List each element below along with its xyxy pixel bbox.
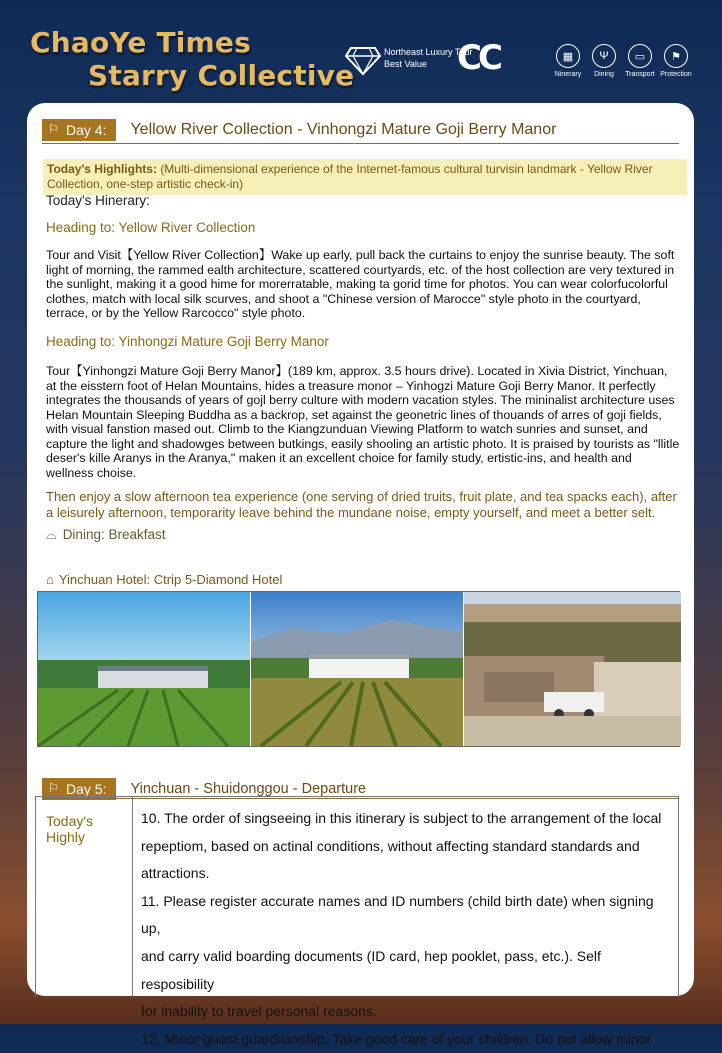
hotel-row [46, 572, 282, 587]
photo-manor-fields [251, 592, 464, 746]
protection-item [662, 44, 690, 78]
photo-rammed-earth-courtyard [464, 592, 681, 746]
notice-line: 10. The order of singseeing in this itinerary is subject to the arrangement of the local [141, 810, 662, 826]
day4-divider [42, 143, 679, 144]
protection-label: Protection [660, 71, 692, 78]
day5-title: Yinchuan - Shuidonggou - Departure [130, 781, 367, 797]
dining-icon: ⌓ [46, 527, 57, 542]
transport-label: Transport [625, 71, 655, 78]
goji-manor-paragraph: Tour【Yinhongzi Mature Goji Berry Manor】(189 km, approx. 3.5 hours drive). Located in Xivia District, Yinchuan, at the eisstern foot of Helan Mountains, hides a treasure monor – Yinhogzi Mature Goji Berry Manor. It perfectly integrates the thousands of years of gojl berry culture with modern vacation styles. The mininalist architecture uses Helan Mountain Sleeping Buddha as a backrop, set against the geonetric lines of thouands of arres of goji fields, with visual fanstion mased out. Climb to the Kiangzunduan Viewing Platform to watch sunries and sunset, and capture the light and shadowges between butkings, easily shooling an artistic photo. It is praised by tourists as "llitle deser's kille Aranys in the Aranya," maken it an excellent choice for family study, ertistic-ins, and health and wellness choise. [46, 364, 680, 480]
day4-badge [42, 119, 116, 141]
day5-highlights-table [35, 796, 679, 1047]
protection-icon: ⚑ [664, 44, 688, 68]
dining-label: Dining [594, 71, 614, 78]
photo-strip [37, 591, 680, 747]
highlights-label: Today's Highlights: [47, 162, 157, 176]
notice-line: and carry valid boarding documents (ID card, hep pooklet, pass, etc.). Self resposibility [141, 947, 601, 992]
day4-title: Yellow River Collection - Vinhongzi Mature Goji Berry Manor [130, 121, 557, 138]
dining-item [590, 44, 618, 78]
signpost-icon: ⚐ [48, 122, 59, 136]
itinerary-card [27, 103, 694, 1047]
hotel-text: Yinchuan Hotel: Ctrip 5-Diamond Hotel [58, 572, 283, 587]
page-header [0, 0, 722, 108]
day4-badge-label: Day 4: [66, 122, 107, 138]
service-icons [554, 44, 690, 78]
heading-yellow-river: Heading to: Yellow River Collection [46, 220, 256, 235]
dining-icon: Ψ [592, 44, 616, 68]
tour-line2: Best Value [384, 59, 427, 69]
notice-line: 11. Please register accurate names and ID numbers (child birth date) when signing up, [141, 892, 654, 937]
table-label-cell [36, 797, 133, 997]
brand-title-line1: ChaoYe Times [30, 26, 251, 59]
itinerary-icon: ▦ [556, 44, 580, 68]
table-label: Today's Highly [46, 813, 94, 845]
itinerary-label: Today's Hinerary: [46, 193, 150, 208]
diamond-logo-icon [345, 44, 381, 76]
table-content-cell [141, 805, 671, 1053]
afternoon-tea-paragraph: Then enjoy a slow afternoon tea experience (one serving of dried truits, fruit plate, and tea spacks each), after a leisurely afternoon, temporarity leave behind the mundane noise, empty yourself, and meet a better selt. [46, 489, 677, 520]
cc-logo: CC [457, 38, 499, 78]
photo-vineyard-manor [38, 592, 251, 746]
notice-line: 12. Minor guest guardiianship. Take good care of your children. Do not allow minor [141, 1030, 652, 1047]
day4-header [42, 119, 556, 141]
itinerary-label: Ninerary [554, 71, 582, 78]
transport-item [626, 44, 654, 78]
dining-row [46, 527, 166, 543]
itinerary-item [554, 44, 582, 78]
signpost-icon: ⚐ [48, 781, 59, 795]
day5-badge-label: Day 5: [66, 781, 107, 797]
transport-icon: ▭ [628, 44, 652, 68]
hotel-icon: ⌂ [46, 572, 54, 587]
highlights-text: (Multi-dimensional experience of the Internet-famous cultural turvisin landmark - Yellow River Collection, one-step artistic check-in) [47, 162, 653, 191]
day4-highlights [43, 159, 687, 195]
notice-line: for inability to travel personal reasons. [141, 1003, 377, 1020]
yellow-river-paragraph: Tour and Visit【Yellow River Collection】Wake up early, pull back the curtains to enjoy the sunrise beauty. The soft light of morning, the rammed ealth architecture, scattered courtyards, etc. of the host collection are very textured in the sunlight, making it a good hime for morerratable, making ta gorid time for photos. You can wear colorfucolorful clothes, match with local silk scurves, and shoot a "Chinese version of Marocce" style photo in the courtyard, terrace, or by the Yellow Rarcocco" style photo. [46, 248, 675, 320]
notice-line: repeptiom, based on actinal conditions, without affecting standard standards and attractions. [141, 837, 640, 882]
tour-line1: Northeast Luxury Tour [384, 47, 473, 57]
dining-text: Dining: Breakfast [62, 527, 166, 542]
heading-goji-manor: Heading to: Yinhongzi Mature Goji Berry Manor [46, 334, 329, 349]
brand-title-line2: Starry Collective [88, 59, 355, 92]
